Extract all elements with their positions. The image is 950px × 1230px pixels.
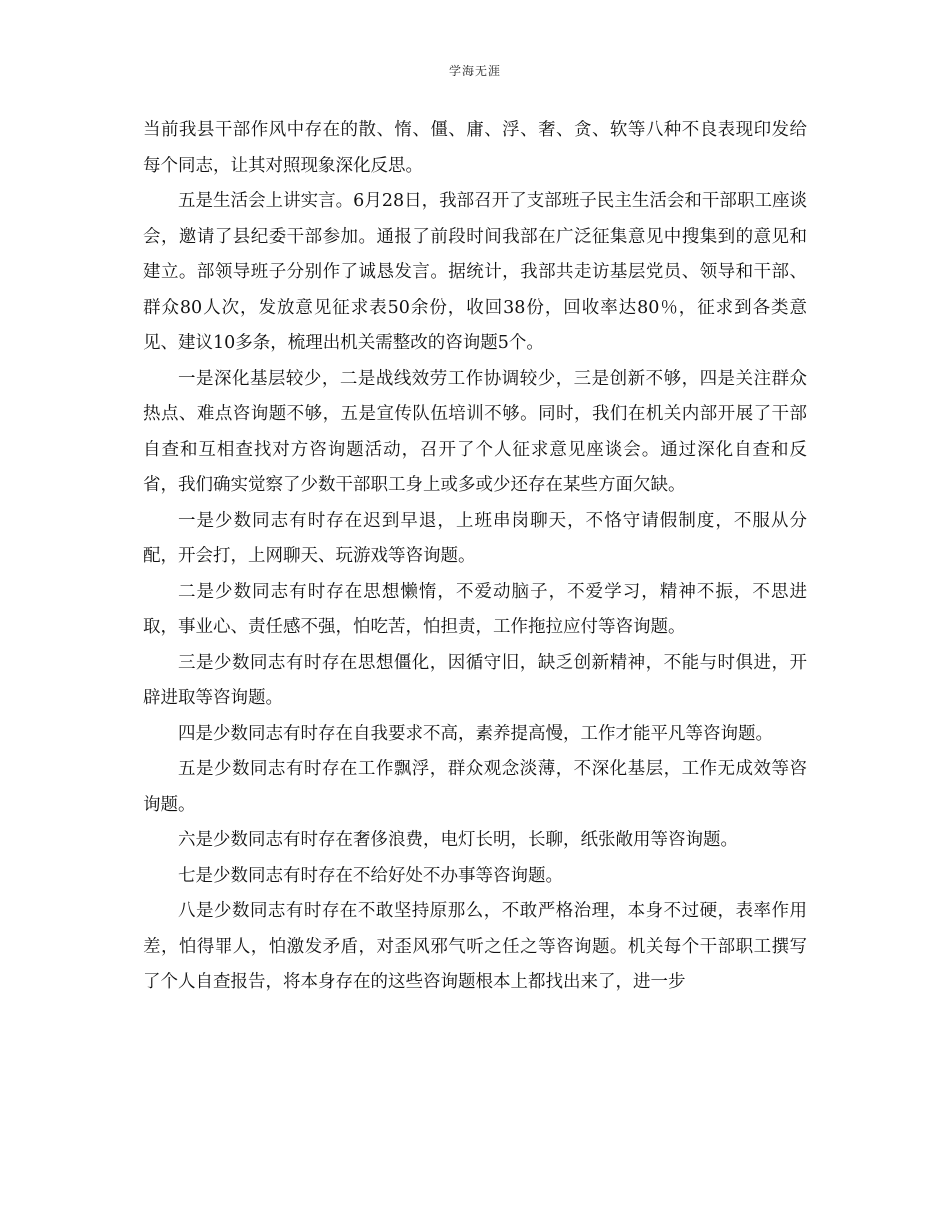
page-header: 学海无涯 bbox=[448, 64, 501, 78]
paragraph: 五是生活会上讲实言。6月28日，我部召开了支部班子民主生活会和干部职工座谈会，邀请了县纪委干部参加。通报了前段时间我部在广泛征集意见中搜集到的意见和建立。部领导班子分别作了诚恳发言。据统计，我部共走访基层党员、领导和干部、群众80人次，发放意见征求表50余份，收回38份，回收率达80％，征求到各类意见、建议10多条，梳理出机关需整改的咨询题5个。 bbox=[143, 191, 807, 353]
paragraph: 八是少数同志有时存在不敢坚持原那么，不敢严格治理，本身不过硬，表率作用差，怕得罪人，怕激发矛盾，对歪风邪气听之任之等咨询题。机关每个干部职工撰写了个人自查报告，将本身存在的这些咨询题根本上都找出来了，进一步 bbox=[143, 901, 807, 992]
paragraph: 一是少数同志有时存在迟到早退，上班串岗聊天，不恪守请假制度，不服从分配，开会打，上网聊天、玩游戏等咨询题。 bbox=[143, 510, 807, 566]
paragraph: 三是少数同志有时存在思想僵化，因循守旧，缺乏创新精神，不能与时俱进，开辟进取等咨询题。 bbox=[143, 652, 807, 708]
paragraph: 当前我县干部作风中存在的散、惰、僵、庸、浮、奢、贪、软等八种不良表现印发给每个同志，让其对照现象深化反思。 bbox=[143, 120, 807, 176]
document-body bbox=[143, 113, 807, 1001]
paragraph: 七是少数同志有时存在不给好处不办事等咨询题。 bbox=[178, 865, 563, 886]
paragraph: 二是少数同志有时存在思想懒惰，不爱动脑子，不爱学习，精神不振，不思进取，事业心、责任感不强，怕吃苦，怕担责，工作拖拉应付等咨询题。 bbox=[143, 581, 807, 637]
paragraph: 六是少数同志有时存在奢侈浪费，电灯长明，长聊，纸张敞用等咨询题。 bbox=[178, 830, 738, 850]
paragraph: 四是少数同志有时存在自我要求不高，素养提高慢，工作才能平凡等咨询题。 bbox=[178, 723, 773, 744]
paragraph: 五是少数同志有时存在工作飘浮，群众观念淡薄，不深化基层，工作无成效等咨询题。 bbox=[143, 759, 807, 815]
paragraph: 一是深化基层较少，二是战线效劳工作协调较少，三是创新不够，四是关注群众热点、难点咨询题不够，五是宣传队伍培训不够。同时，我们在机关内部开展了干部自查和互相查找对方咨询题活动，召开了个人征求意见座谈会。通过深化自查和反省，我们确实觉察了少数干部职工身上或多或少还存在某些方面欠缺。 bbox=[143, 368, 807, 495]
